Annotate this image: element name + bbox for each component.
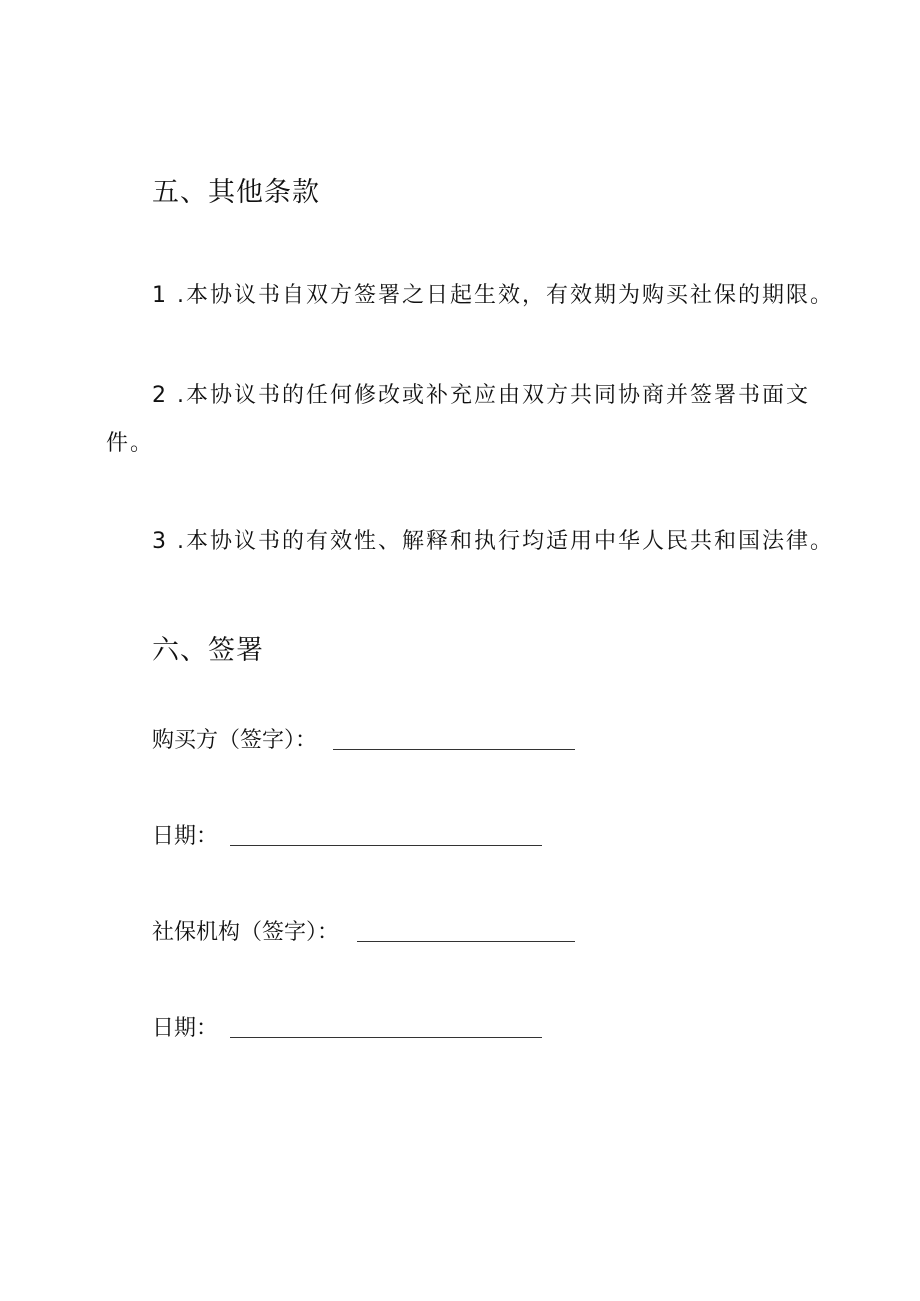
buyer-date-label: 日期： xyxy=(152,824,219,849)
agency-date-label: 日期： xyxy=(152,1016,219,1041)
agency-signature-label: 社保机构（签字）： xyxy=(152,920,340,945)
clause-3: 3 .本协议书的有效性、解释和执行均适用中华人民共和国法律。 xyxy=(152,529,834,554)
clause-1: 1 .本协议书自双方签署之日起生效，有效期为购买社保的期限。 xyxy=(152,283,834,308)
clause-2-line-2: 件。 xyxy=(106,431,155,456)
buyer-signature-blank[interactable] xyxy=(333,727,575,750)
buyer-signature-row xyxy=(152,726,575,756)
heading-signature: 六、签署 xyxy=(152,635,264,666)
heading-other-terms: 五、其他条款 xyxy=(152,177,320,208)
buyer-date-row xyxy=(152,822,542,852)
buyer-signature-label: 购买方（签字）： xyxy=(152,728,318,753)
agency-signature-row xyxy=(152,918,575,948)
agency-date-blank[interactable] xyxy=(230,1015,542,1038)
agency-signature-blank[interactable] xyxy=(357,919,575,942)
buyer-date-blank[interactable] xyxy=(230,823,542,846)
clause-2-line-1: 2 .本协议书的任何修改或补充应由双方共同协商并签署书面文 xyxy=(152,383,810,408)
agency-date-row xyxy=(152,1014,542,1044)
